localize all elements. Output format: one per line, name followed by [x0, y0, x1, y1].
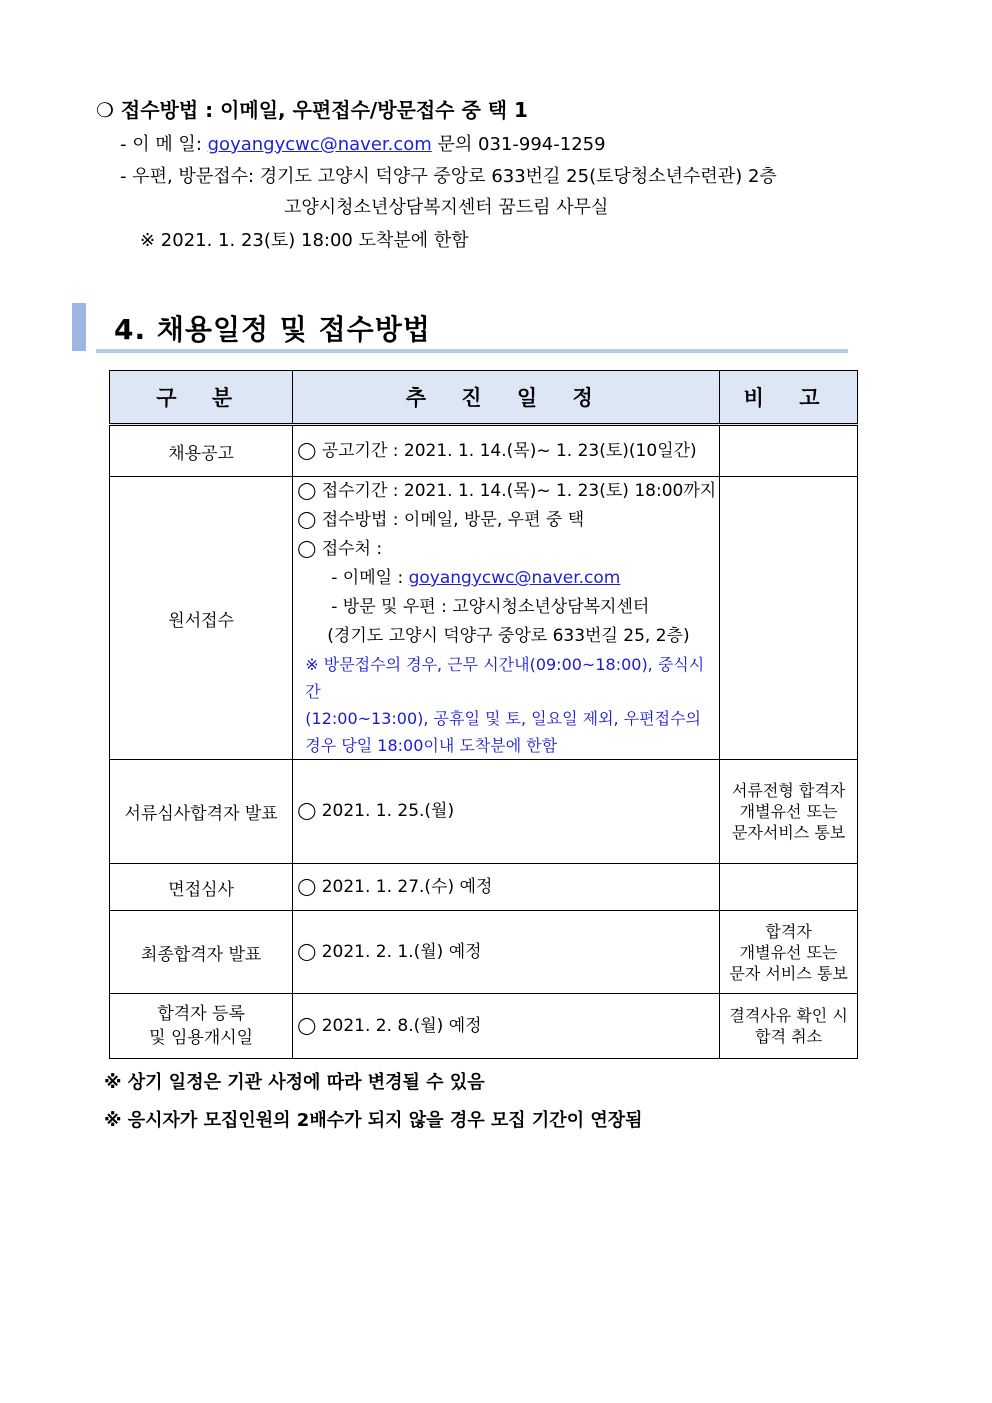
section-underline: [96, 349, 848, 353]
row-note: [720, 477, 858, 760]
schedule-table: [109, 370, 858, 1059]
row-note: [720, 911, 858, 994]
note-line: 결격사유 확인 시: [729, 1006, 848, 1025]
row-note: [720, 425, 858, 477]
deadline-note: ※ 2021. 1. 23(토) 18:00 도착분에 한함: [140, 230, 469, 251]
schedule-email-line: [297, 564, 719, 593]
row-schedule: [293, 760, 720, 864]
row-label: 면접심사: [110, 864, 293, 911]
table-row: [110, 994, 858, 1059]
table-row: [110, 864, 858, 911]
schedule-line: ◯ 2021. 1. 27.(수) 예정: [297, 876, 493, 897]
notice-line: (12:00~13:00), 공휴일 및 토, 일요일 제외, 우편접수의: [305, 709, 701, 728]
row-label: [110, 994, 293, 1059]
email-link[interactable]: goyangycwc@naver.com: [207, 134, 432, 155]
note-line: 개별유선 또는: [739, 942, 838, 962]
table-row: [110, 425, 858, 477]
note-line: 개별유선 또는: [739, 802, 838, 821]
note-line: 문자 서비스 통보: [729, 963, 848, 983]
table-row: [110, 760, 858, 864]
inquiry-text: 문의 031-994-1259: [431, 134, 606, 155]
schedule-line: ◯ 접수방법 : 이메일, 방문, 우편 중 택: [297, 510, 585, 530]
row-label: 최종합격자 발표: [110, 911, 293, 994]
row-note: [720, 994, 858, 1059]
email-prefix: - 이메일 :: [331, 568, 409, 588]
row-note: [720, 864, 858, 911]
row-label: 채용공고: [110, 425, 293, 477]
note-line: 합격자: [765, 921, 812, 941]
schedule-line: ◯ 2021. 2. 1.(월) 예정: [297, 941, 482, 962]
notice-text: [297, 651, 719, 759]
schedule-line: ◯ 접수처 :: [297, 539, 383, 559]
footnote-extension: ※ 응시자가 모집인원의 2배수가 되지 않을 경우 모집 기간이 연장됨: [104, 1110, 643, 1131]
email-label: - 이 메 일:: [120, 134, 208, 155]
row-schedule: [293, 425, 720, 477]
post-line-2: 고양시청소년상담복지센터 꿈드림 사무실: [284, 197, 609, 218]
notice-line: 경우 당일 18:00이내 도착분에 한함: [305, 736, 558, 755]
notice-line: ※ 방문접수의 경우, 근무 시간내(09:00~18:00), 중식시간: [305, 655, 705, 701]
row-schedule: [293, 994, 720, 1059]
table-header-row: [110, 371, 858, 425]
section-title: 4. 채용일정 및 접수방법: [114, 313, 431, 346]
row-label: 원서접수: [110, 477, 293, 760]
row-schedule: [293, 911, 720, 994]
note-line: 합격 취소: [755, 1027, 823, 1046]
schedule-line: - 방문 및 우편 : 고양시청소년상담복지센터: [331, 597, 650, 617]
schedule-line: ◯ 공고기간 : 2021. 1. 14.(목)~ 1. 23(토)(10일간): [297, 440, 697, 461]
header-category: 구 분: [110, 371, 293, 425]
schedule-line: (경기도 고양시 덕양구 중앙로 633번길 25, 2층): [327, 626, 690, 646]
row-schedule: [293, 477, 720, 760]
post-line-1: - 우편, 방문접수: 경기도 고양시 덕양구 중앙로 633번길 25(토당청소년수련관) 2층: [120, 166, 777, 187]
footnote-schedule-change: ※ 상기 일정은 기관 사정에 따라 변경될 수 있음: [104, 1072, 485, 1093]
method-title: ❍ 접수방법 : 이메일, 우편접수/방문접수 중 택 1: [96, 98, 528, 122]
note-line: 문자서비스 통보: [731, 823, 846, 842]
row-schedule: [293, 864, 720, 911]
schedule-line: ◯ 2021. 1. 25.(월): [297, 801, 455, 821]
table-row: [110, 477, 858, 760]
label-line: 합격자 등록: [157, 1004, 245, 1024]
section-bar: [72, 303, 86, 351]
table-row: [110, 911, 858, 994]
header-note: 비 고: [720, 371, 858, 425]
header-schedule: 추 진 일 정: [293, 371, 720, 425]
email-line: [120, 130, 606, 156]
table-email-link[interactable]: goyangycwc@naver.com: [408, 568, 621, 588]
row-label: 서류심사합격자 발표: [110, 760, 293, 864]
note-line: 서류전형 합격자: [731, 781, 846, 800]
row-note: [720, 760, 858, 864]
schedule-line: ◯ 2021. 2. 8.(월) 예정: [297, 1015, 482, 1036]
label-line: 및 임용개시일: [149, 1028, 254, 1048]
schedule-line: ◯ 접수기간 : 2021. 1. 14.(목)~ 1. 23(토) 18:00까지: [297, 481, 717, 501]
